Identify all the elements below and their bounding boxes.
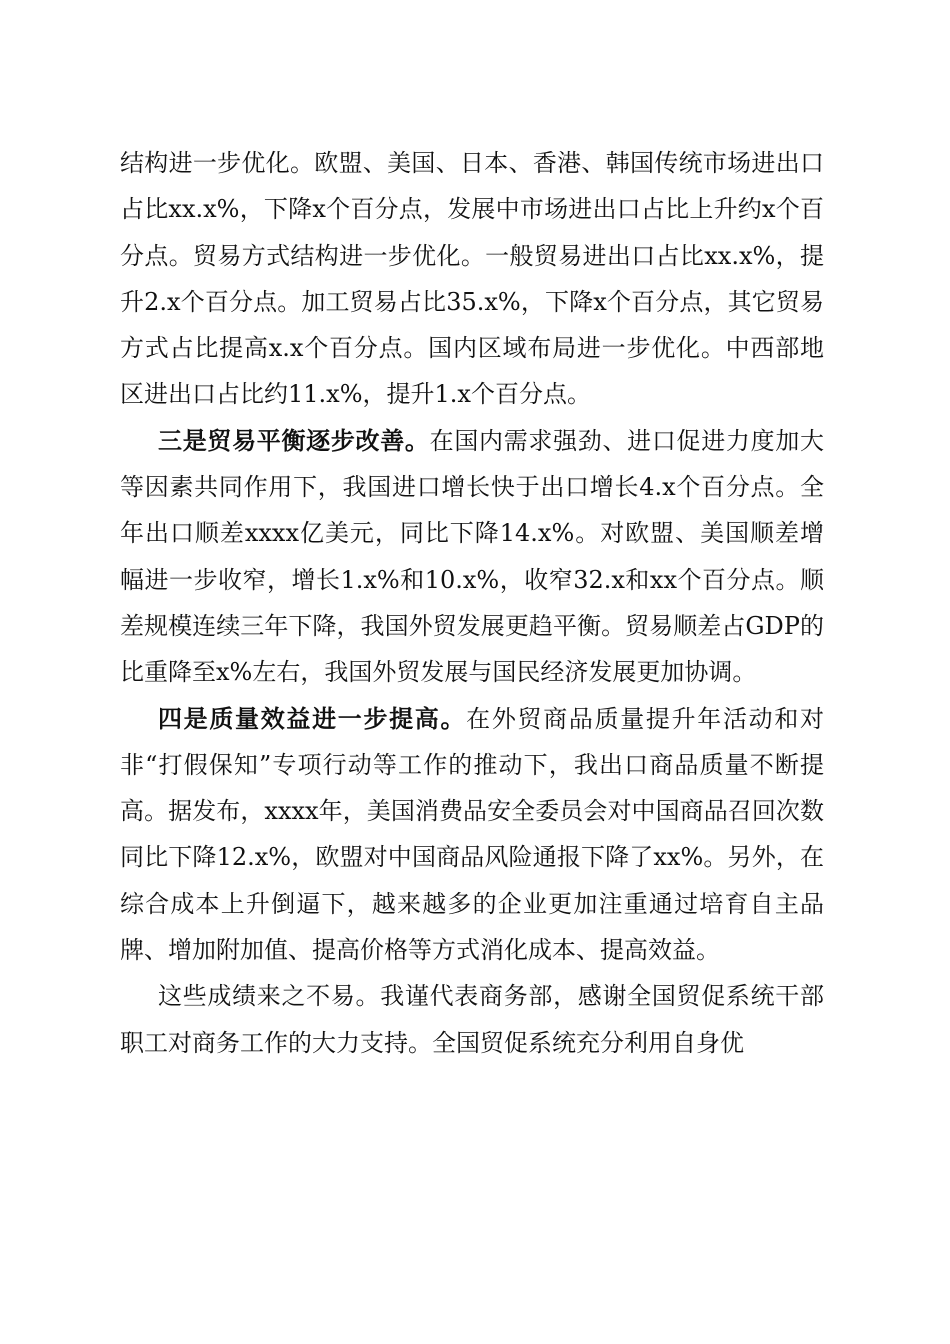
paragraph-trade-balance — [120, 418, 824, 696]
paragraph-heading: 四是质量效益进一步提高。 — [158, 703, 467, 733]
paragraph-text: 这些成绩来之不易。我谨代表商务部，感谢全国贸促系统干部职工对商务工作的大力支持。全国贸促系统充分利用自身优 — [120, 982, 824, 1057]
paragraph-heading: 三是贸易平衡逐步改善。 — [158, 425, 430, 455]
paragraph-text: 在国内需求强劲、进口促进力度加大等因素共同作用下，我国进口增长快于出口增长4.x个百分点。全年出口顺差xxxx亿美元，同比下降14.x%。对欧盟、美国顺差增幅进一步收窄，增长1.x%和10.x%，收窄32.x和xx个百分点。顺差规模连续三年下降，我国外贸发展更趋平衡。贸易顺差占GDP的比重降至x%左右，我国外贸发展与国民经济发展更加协调。 — [120, 426, 825, 687]
document-body — [120, 140, 824, 1066]
paragraph-quality-efficiency — [120, 696, 824, 974]
paragraph-achievements — [120, 973, 824, 1066]
paragraph-structure-optimization — [120, 140, 824, 418]
paragraph-text: 结构进一步优化。欧盟、美国、日本、香港、韩国传统市场进出口占比xx.x%，下降x个百分点，发展中市场进出口占比上升约x个百分点。贸易方式结构进一步优化。一般贸易进出口占比xx.x%，提升2.x个百分点。加工贸易占比35.x%，下降x个百分点，其它贸易方式占比提高x.x个百分点。国内区域布局进一步优化。中西部地区进出口占比约11.x%，提升1.x个百分点。 — [120, 149, 824, 409]
paragraph-text: 在外贸商品质量提升年活动和对非“打假保知”专项行动等工作的推动下，我出口商品质量不断提高。据发布，xxxx年，美国消费品安全委员会对中国商品召回次数同比下降12.x%，欧盟对中国商品风险通报下降了xx%。另外，在综合成本上升倒逼下，越来越多的企业更加注重通过培育自主品牌、增加附加值、提高价格等方式消化成本、提高效益。 — [120, 704, 825, 965]
